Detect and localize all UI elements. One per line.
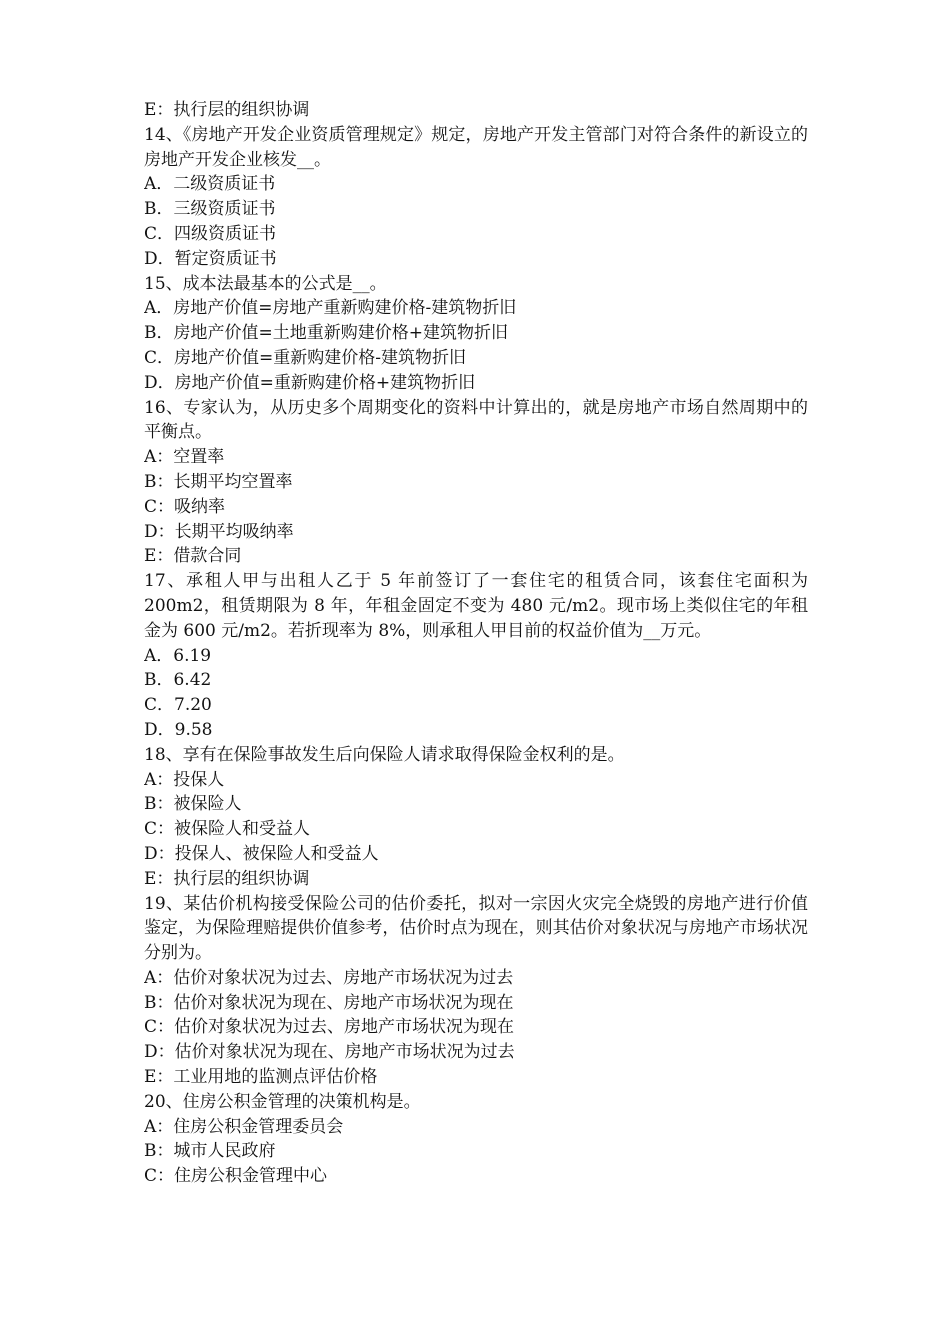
option-line: B．房地产价值=土地重新购建价格+建筑物折旧 xyxy=(144,323,508,344)
option-line: A：空置率 xyxy=(144,447,225,468)
question-stem: 14、《房地产开发企业资质管理规定》规定，房地产开发主管部门对符合条件的新设立的房地产开发企业核发__。 xyxy=(144,124,808,170)
option-line: E：执行层的组织协调 xyxy=(144,100,310,120)
option-line: C：住房公积金管理中心 xyxy=(144,1166,328,1187)
option-line: E：借款合同 xyxy=(144,546,242,567)
question-14 xyxy=(144,123,808,272)
option-line: A．二级资质证书 xyxy=(144,174,276,195)
question-20 xyxy=(144,1090,808,1189)
option-line: B．6.42 xyxy=(144,670,212,691)
question-stem: 20、住房公积金管理的决策机构是。 xyxy=(144,1091,421,1112)
option-line: C：被保险人和受益人 xyxy=(144,819,311,840)
option-line: B：城市人民政府 xyxy=(144,1141,276,1162)
option-line: B：被保险人 xyxy=(144,794,242,815)
option-line: D．9.58 xyxy=(144,719,213,740)
option-line: A：投保人 xyxy=(144,769,225,790)
option-line: C．四级资质证书 xyxy=(144,223,277,244)
option-line: D：估价对象状况为现在、房地产市场状况为过去 xyxy=(144,1042,515,1063)
option-line: B：长期平均空置率 xyxy=(144,471,293,492)
question-stem: 18、享有在保险事故发生后向保险人请求取得保险金权利的是。 xyxy=(144,744,625,765)
option-line: E：执行层的组织协调 xyxy=(144,868,310,889)
question-17 xyxy=(144,569,808,743)
option-line: B．三级资质证书 xyxy=(144,199,276,220)
option-line: C：吸纳率 xyxy=(144,496,226,517)
option-line: C．房地产价值=重新购建价格-建筑物折旧 xyxy=(144,347,466,368)
document-body xyxy=(144,98,808,1189)
question-19 xyxy=(144,892,808,1090)
option-line: A．房地产价值=房地产重新购建价格-建筑物折旧 xyxy=(144,298,517,319)
question-stem: 19、某估价机构接受保险公司的估价委托，拟对一宗因火灾完全烧毁的房地产进行价值鉴定，为保险理赔提供价值参考，估价时点为现在，则其估价对象状况与房地产市场状况分别为。 xyxy=(144,893,808,964)
option-line: D：长期平均吸纳率 xyxy=(144,521,294,542)
option-line: A．6.19 xyxy=(144,645,212,666)
question-16 xyxy=(144,396,808,570)
option-line: D：投保人、被保险人和受益人 xyxy=(144,843,379,864)
question-stem: 17、承租人甲与出租人乙于 5 年前签订了一套住宅的租赁合同，该套住宅面积为 200m2，租赁期限为 8 年，年租金固定不变为 480 元/m2。现市场上类似住宅的年租金为 600 元/m2。若折现率为 8%，则承租人甲目前的权益价值为__万元。 xyxy=(144,571,808,641)
question-18 xyxy=(144,743,808,892)
option-line: C．7.20 xyxy=(144,695,212,716)
option-line: B：估价对象状况为现在、房地产市场状况为现在 xyxy=(144,992,514,1013)
option-line: A：住房公积金管理委员会 xyxy=(144,1116,344,1137)
option-line: A：估价对象状况为过去、房地产市场状况为过去 xyxy=(144,967,514,988)
question-stem: 15、成本法最基本的公式是__。 xyxy=(144,273,387,294)
option-line: D．暂定资质证书 xyxy=(144,248,277,269)
question-stem: 16、专家认为，从历史多个周期变化的资料中计算出的，就是房地产市场自然周期中的平衡点。 xyxy=(144,397,808,443)
option-line: D．房地产价值=重新购建价格+建筑物折旧 xyxy=(144,372,476,393)
question-15 xyxy=(144,272,808,396)
option-line: E：工业用地的监测点评估价格 xyxy=(144,1067,378,1088)
option-line: C：估价对象状况为过去、房地产市场状况为现在 xyxy=(144,1017,515,1038)
